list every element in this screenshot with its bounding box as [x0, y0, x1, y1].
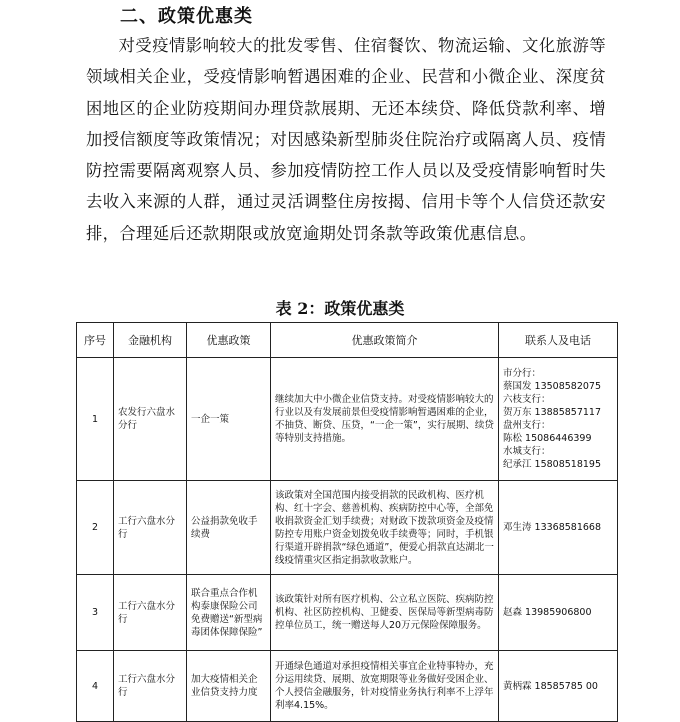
row-policy: 加大疫情相关企业信贷支持力度	[187, 651, 271, 722]
row-intro: 该政策对全国范围内接受捐款的民政机构、医疗机构、红十字会、慈善机构、疾病防控中心等，全部免收捐款资金汇划手续费；对财政下拨款项资金及疫情防控专用账户资金划拨免收手续费等；同时，手机银行渠道开辟捐款“绿色通道”，便爱心捐款直达湖北一线疫情重灾区指定捐款收款账户。	[271, 481, 499, 575]
row-contact	[499, 651, 618, 722]
section-paragraph	[86, 30, 606, 249]
paragraph-text: 对受疫情影响较大的批发零售、住宿餐饮、物流运输、文化旅游等领域相关企业，受疫情影响暂遇困难的企业、民营和小微企业、深度贫困地区的企业防疫期间办理贷款展期、无还本续贷、降低贷款利率、增加授信额度等政策情况；对因感染新型肺炎住院治疗或隔离人员、疫情防控需要隔离观察人员、参加疫情防控工作人员以及受疫情影响暂时失去收入来源的人群，通过灵活调整住房按揭、信用卡等个人信贷还款安排，合理延后还款期限或放宽逾期处罚条款等政策优惠信息。	[86, 36, 606, 243]
contact-line: 盘州支行：	[503, 420, 551, 431]
contact-line: 黄柄霖 18585785 00	[503, 680, 598, 692]
row-num: 3	[77, 575, 114, 651]
header-num: 序号	[77, 323, 114, 358]
row-intro: 开通绿色通道对承担疫情相关事宜企业特事特办，充分运用续贷、展期、放宽期限等业务做好受困企业、个人授信金融服务，针对疫情业务执行利率不上浮年利率4.15%。	[271, 651, 499, 722]
row-policy: 联合重点合作机构泰康保险公司免费赠送“新型病毒团体保障保险”	[187, 575, 271, 651]
policy-table	[76, 322, 618, 722]
row-contact	[499, 575, 618, 651]
contact-line: 赵森 13985906800	[503, 607, 592, 618]
contact-line: 水城支行：	[503, 446, 551, 457]
row-institution: 农发行六盘水分行	[114, 358, 187, 481]
row-intro: 继续加大中小微企业信贷支持。对受疫情影响较大的行业以及有发展前景但受疫情影响暂遇困难的企业，不抽贷、断贷、压贷，“一企一策”，实行展期、续贷等特别支持措施。	[271, 358, 499, 481]
row-institution: 工行六盘水分行	[114, 575, 187, 651]
header-intro: 优惠政策简介	[271, 323, 499, 358]
table-row	[77, 358, 618, 481]
header-institution: 金融机构	[114, 323, 187, 358]
row-contact	[499, 481, 618, 575]
row-num: 4	[77, 651, 114, 722]
row-num: 2	[77, 481, 114, 575]
table-header-row	[77, 323, 618, 358]
row-policy: 公益捐款免收手续费	[187, 481, 271, 575]
table-row	[77, 481, 618, 575]
row-num: 1	[77, 358, 114, 481]
contact-line: 蔡国发 13508582075	[503, 381, 602, 392]
row-institution: 工行六盘水分行	[114, 481, 187, 575]
table-row	[77, 575, 618, 651]
row-intro: 该政策针对所有医疗机构、公立私立医院、疾病防控机构、社区防控机构、卫健委、医保局等新型病毒防控单位员工，统一赠送每人20万元保险保障服务。	[271, 575, 499, 651]
row-institution: 工行六盘水分行	[114, 651, 187, 722]
row-contact	[499, 358, 618, 481]
table-caption: 表 2：政策优惠类	[275, 299, 405, 318]
contact-line: 陈松 15086446399	[503, 433, 592, 444]
row-policy: 一企一策	[187, 358, 271, 481]
contact-line: 市分行：	[503, 368, 542, 379]
contact-line: 邓生涛 13368581668	[503, 522, 602, 533]
contact-line: 贺万东 13885857117	[503, 407, 602, 418]
contact-line: 纪承江 15808518195	[503, 459, 602, 470]
section-heading: 二、政策优惠类	[120, 6, 253, 27]
header-contact: 联系人及电话	[499, 323, 618, 358]
contact-line: 六枝支行：	[503, 394, 551, 405]
header-policy: 优惠政策	[187, 323, 271, 358]
table-row	[77, 651, 618, 722]
